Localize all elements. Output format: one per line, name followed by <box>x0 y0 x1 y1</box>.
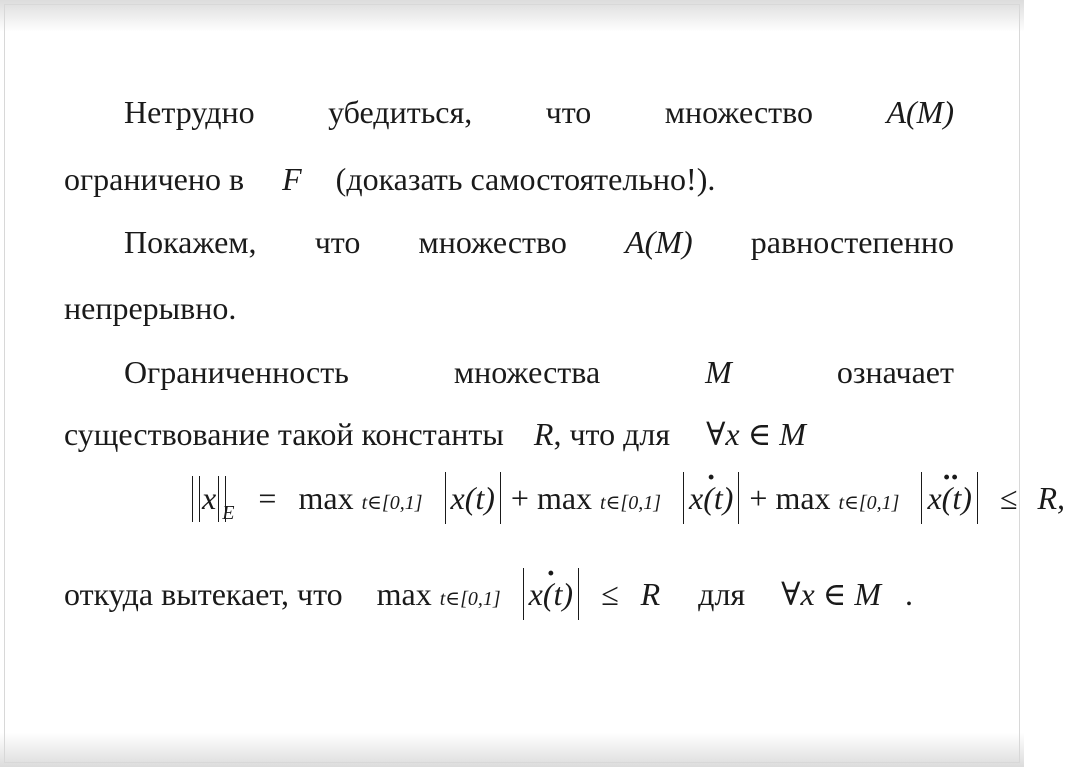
leq-sign: ≤ <box>601 576 619 612</box>
text: , что для <box>553 416 671 452</box>
text: ограничено в <box>64 161 245 197</box>
abs-x-of-t: x(t) <box>443 478 503 518</box>
plus-sign: + <box>749 480 768 516</box>
paragraph-1-line-1 <box>124 92 954 132</box>
equals-sign: = <box>258 480 277 516</box>
math-space-f: F <box>282 161 302 197</box>
word: что <box>314 224 361 260</box>
word: что <box>545 94 592 130</box>
math-forall-x-in-m: ∀x ∈ M <box>781 576 881 612</box>
abs-x-dot-of-t: x(t) · <box>681 478 741 518</box>
math-set-m: M <box>705 354 732 390</box>
text: для <box>698 576 746 612</box>
math-forall-x-in-m: ∀x ∈ M <box>706 416 806 452</box>
paragraph-2-line-1 <box>124 222 954 262</box>
word: означает <box>836 354 954 390</box>
text: непрерывно. <box>64 290 237 326</box>
paragraph-3-line-2 <box>64 414 806 454</box>
word: убедиться, <box>328 94 473 130</box>
leq-sign: ≤ <box>999 480 1018 516</box>
rhs-r: R <box>640 576 661 612</box>
period: . <box>905 576 913 612</box>
math-set-am: A(M) <box>625 224 693 260</box>
rhs-r: R, <box>1037 480 1065 516</box>
norm-x: x <box>196 478 222 518</box>
word: множество <box>664 94 814 130</box>
word: Покажем, <box>124 224 257 260</box>
word: множества <box>453 354 601 390</box>
abs-x-dot-of-t: x(t) · <box>521 574 581 614</box>
word: множество <box>418 224 567 260</box>
word: равностепенно <box>750 224 954 260</box>
norm-formula <box>196 478 1065 523</box>
text: существование такой константы <box>64 416 504 452</box>
text: (доказать самостоятельно!). <box>335 161 716 197</box>
math-constant-r: R <box>533 416 554 452</box>
max-operator-1: max t∈[0,1] <box>298 480 423 516</box>
word: Ограниченность <box>124 354 349 390</box>
math-set-am: A(M) <box>886 94 954 130</box>
word: Нетрудно <box>124 94 255 130</box>
text: откуда вытекает, что <box>64 576 343 612</box>
paragraph-4 <box>64 574 913 614</box>
paragraph-1-line-2 <box>64 159 715 199</box>
plus-sign: + <box>510 480 529 516</box>
max-operator-4: max t∈[0,1] <box>376 576 501 612</box>
norm-subscript: E <box>222 502 235 524</box>
max-operator-3: max t∈[0,1] <box>775 480 900 516</box>
abs-x-ddot-of-t: x(t) ·· <box>919 478 979 518</box>
paragraph-2-line-2 <box>64 288 236 328</box>
paragraph-3-line-1 <box>124 352 954 392</box>
max-operator-2: max t∈[0,1] <box>536 480 661 516</box>
